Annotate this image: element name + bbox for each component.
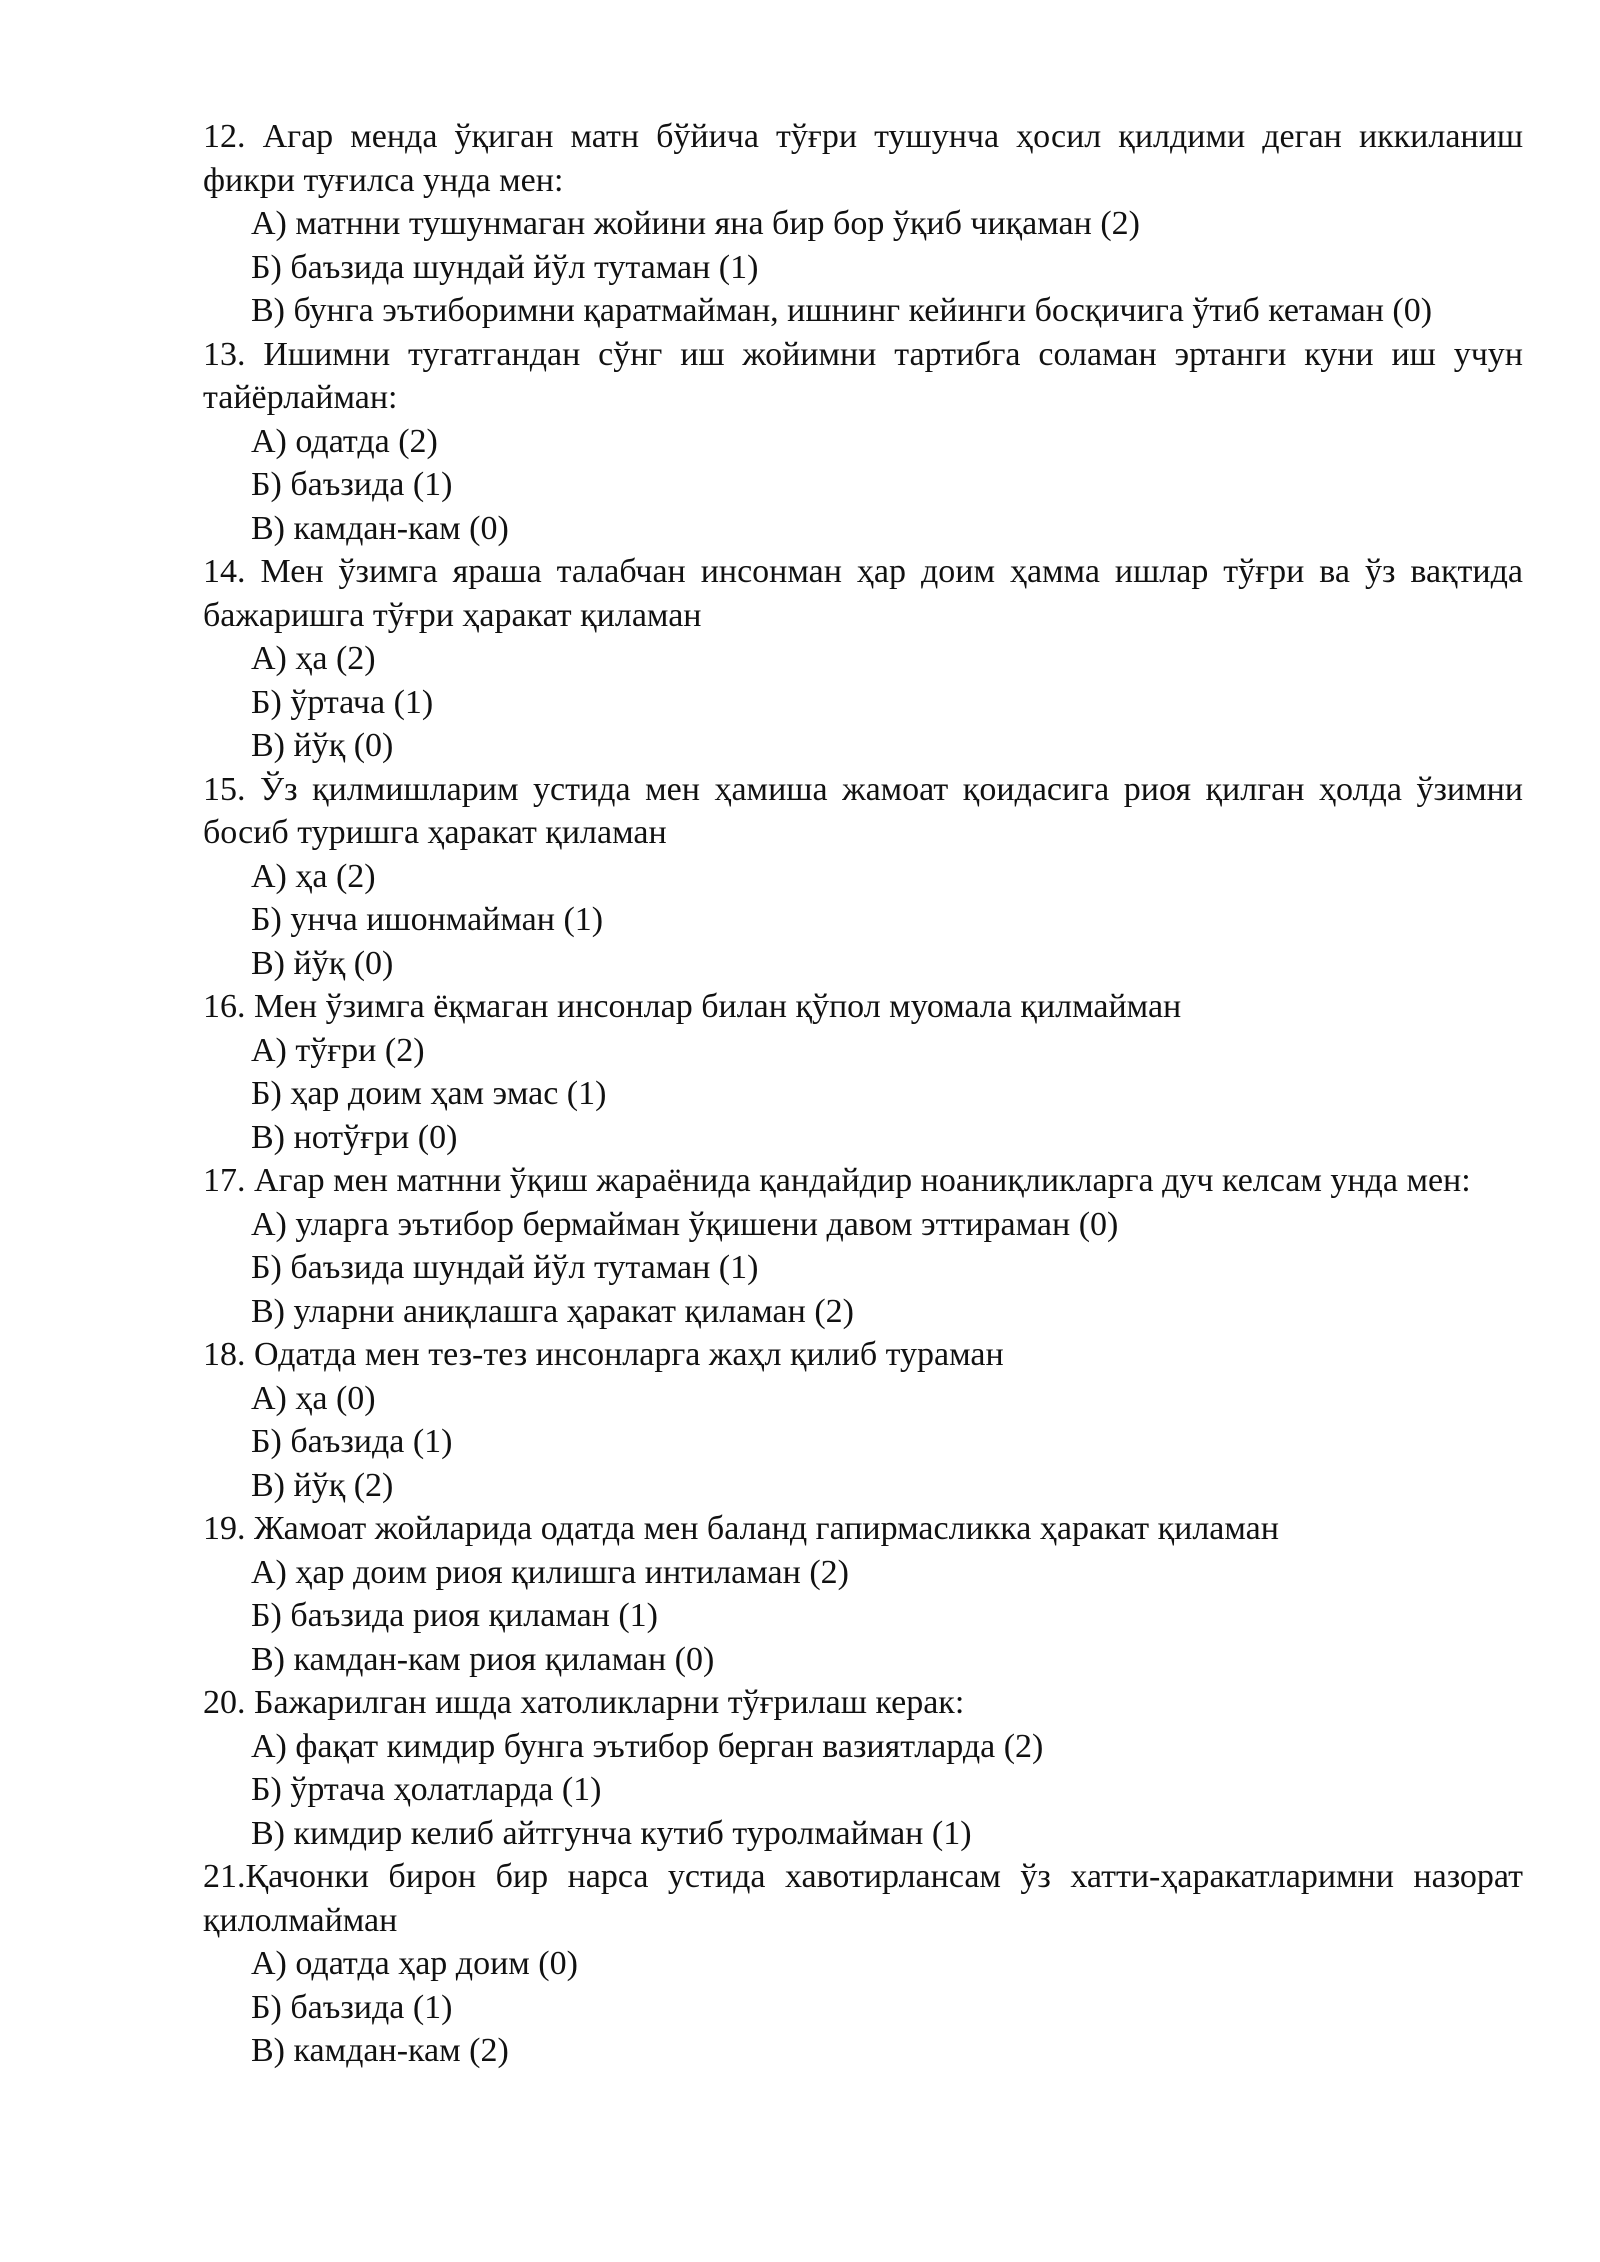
- question-text: 18. Одатда мен тез-тез инсонларга жаҳл қилиб тураман: [203, 1336, 1004, 1373]
- answer-option: А) ҳа (2): [251, 857, 376, 895]
- answer-option: В) кимдир келиб айтгунча кутиб туролмайман (1): [251, 1814, 972, 1852]
- question-block: [203, 1159, 1523, 1333]
- answer-option: Б) ҳар доим ҳам эмас (1): [251, 1075, 607, 1112]
- answer-option: Б) ўртача ҳолатларда (1): [251, 1771, 602, 1808]
- answer-option: В) бунга эътиборимни қаратмайман, ишнинг кейинги босқичига ўтиб кетаман (0): [251, 292, 1433, 329]
- question-text: 12. Агар менда ўқиган матн бўйича тўғри тушунча ҳосил қилдими деган иккиланиш фикри туғилса унда мен:: [203, 118, 1523, 199]
- answer-option: В) йўқ (0): [251, 944, 394, 982]
- question-text: 21.Қачонки бирон бир нарса устида хавотирлансам ўз хатти-ҳаракатларимни назорат қилолмайман: [203, 1858, 1523, 1939]
- question-block: [203, 768, 1523, 986]
- answer-option: В) уларни аниқлашга ҳаракат қиламан (2): [251, 1292, 854, 1330]
- answer-option: А) ҳар доим риоя қилишга интиламан (2): [251, 1553, 849, 1591]
- question-block: [203, 115, 1523, 333]
- answer-option: В) йўқ (2): [251, 1466, 394, 1504]
- question-text: 19. Жамоат жойларида одатда мен баланд гапирмасликка ҳаракат қиламан: [203, 1510, 1279, 1547]
- question-text: 13. Ишимни тугатгандан сўнг иш жойимни тартибга соламан эртанги куни иш учун тайёрлайман:: [203, 335, 1523, 416]
- answer-option: Б) унча ишонмайман (1): [251, 901, 604, 938]
- answer-option: Б) баъзида (1): [251, 466, 453, 503]
- answer-option: В) камдан-кам (0): [251, 509, 509, 547]
- question-text: 17. Агар мен матнни ўқиш жараёнида қандайдир ноаниқликларга дуч келсам унда мен:: [203, 1162, 1471, 1199]
- questionnaire-page: [203, 115, 1523, 2073]
- question-block: [203, 1855, 1523, 2073]
- answer-option: В) камдан-кам риоя қиламан (0): [251, 1640, 715, 1678]
- question-block: [203, 1507, 1523, 1681]
- answer-option: А) ҳа (2): [251, 640, 376, 677]
- answer-option: Б) баъзида риоя қиламан (1): [251, 1597, 659, 1634]
- answer-option: А) тўғри (2): [251, 1031, 425, 1069]
- answer-option: В) нотўғри (0): [251, 1118, 458, 1156]
- answer-option: Б) баъзида (1): [251, 1988, 453, 2026]
- answer-option: В) йўқ (0): [251, 727, 394, 764]
- answer-option: А) одатда (2): [251, 422, 438, 460]
- question-block: [203, 985, 1523, 1159]
- question-block: [203, 1681, 1523, 1855]
- question-text: 15. Ўз қилмишларим устида мен ҳамиша жамоат қоидасига риоя қилган ҳолда ўзимни босиб туришга ҳаракат қиламан: [203, 770, 1523, 851]
- question-block: [203, 550, 1523, 768]
- answer-option: Б) баъзида (1): [251, 1423, 453, 1460]
- question-text: 20. Бажарилган ишда хатоликларни тўғрилаш керак:: [203, 1684, 965, 1721]
- question-block: [203, 1333, 1523, 1507]
- question-block: [203, 333, 1523, 551]
- answer-option: Б) баъзида шундай йўл тутаман (1): [251, 1249, 759, 1286]
- answer-option: А) уларга эътибор бермайман ўқишени давом эттираман (0): [251, 1205, 1119, 1243]
- answer-option: Б) ўртача (1): [251, 683, 434, 721]
- answer-option: А) одатда ҳар доим (0): [251, 1945, 578, 1982]
- answer-option: А) фақат кимдир бунга эътибор берган вазиятларда (2): [251, 1727, 1044, 1765]
- question-text: 16. Мен ўзимга ёқмаган инсонлар билан қўпол муомала қилмайман: [203, 988, 1182, 1025]
- answer-option: А) матнни тушунмаган жойини яна бир бор ўқиб чиқаман (2): [251, 205, 1140, 242]
- answer-option: В) камдан-кам (2): [251, 2032, 509, 2069]
- question-text: 14. Мен ўзимга яраша талабчан инсонман ҳар доим ҳамма ишлар тўғри ва ўз вақтида бажаришга тўғри ҳаракат қиламан: [203, 553, 1523, 634]
- answer-option: Б) баъзида шундай йўл тутаман (1): [251, 248, 759, 286]
- answer-option: А) ҳа (0): [251, 1379, 376, 1417]
